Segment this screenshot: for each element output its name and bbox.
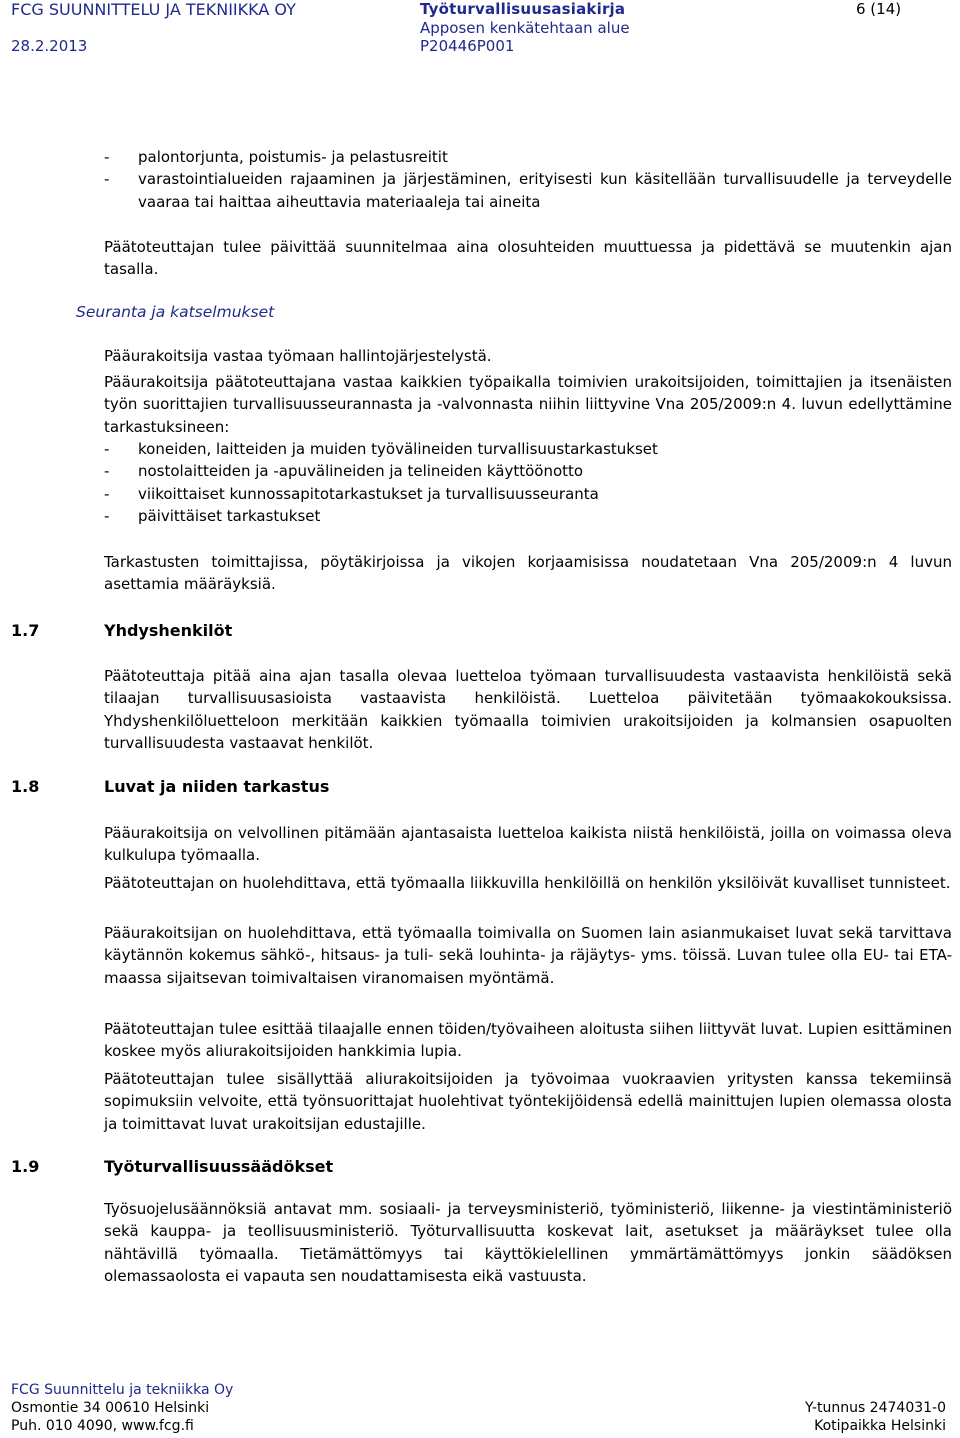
paragraph-luvat-2: Päätoteuttajan on huolehdittava, että työmaalla liikkuvilla henkilöillä on henkilön yksilöivät kuvalliset tunnisteet. bbox=[104, 874, 951, 892]
paragraph-luvat-3: Pääurakoitsijan on huolehdittava, että työmaalla toimivalla on Suomen lain asianmukaiset luvat sekä tarvittava käytännön kokemus sähkö-, hitsaus- ja tuli- sekä louhinta- ja räjäytys- yms. töissä. Luvan tulee olla EU- tai ETA-maassa sijaitsevan toimivaltaisen viranomaisen myöntämä. bbox=[104, 924, 952, 987]
list-item: - nostolaitteiden ja -apuvälineiden ja telineiden käyttöönotto bbox=[104, 462, 584, 481]
paragraph-seuranta-3: Tarkastusten toimittajissa, pöytäkirjoissa ja vikojen korjaamisissa noudatetaan Vna 205/2009:n 4 luvun asettamia määräyksiä. bbox=[104, 553, 952, 594]
header-company: FCG SUUNNITTELU JA TEKNIIKKA OY bbox=[11, 0, 296, 19]
paragraph-seuranta-1: Pääurakoitsija vastaa työmaan hallintojärjestelystä. bbox=[104, 347, 492, 365]
header-subtitle: Apposen kenkätehtaan alue bbox=[420, 19, 630, 37]
footer-address: Osmontie 34 00610 Helsinki bbox=[11, 1400, 210, 1416]
page-header bbox=[0, 0, 960, 56]
paragraph-luvat-5: Päätoteuttajan tulee sisällyttää aliurakoitsijoiden ja työvoimaa vuokraavien yritysten kanssa tekemiinsä sopimuksiin velvoite, että työnsuorittajat huolehtivat työntekijöidensä edellä mainittujen lupien olemassa olosta ja toimittavat luvat urakoitsijan edustajille. bbox=[104, 1070, 952, 1133]
list-item: - palontorjunta, poistumis- ja pelastusreitit bbox=[104, 148, 448, 166]
list-item: - viikoittaiset kunnossapitotarkastukset ja turvallisuusseuranta bbox=[104, 484, 599, 503]
paragraph-luvat-4: Päätoteuttajan tulee esittää tilaajalle ennen töiden/työvaiheen aloitusta siihen liittyvät luvat. Lupien esittäminen koskee myös aliurakoitsijoiden hankkimia lupia. bbox=[104, 1020, 952, 1061]
header-date: 28.2.2013 bbox=[11, 37, 88, 55]
section-title: Yhdyshenkilöt bbox=[104, 621, 233, 640]
footer-company: FCG Suunnittelu ja tekniikka Oy bbox=[11, 1382, 234, 1398]
section-number: 1.9 bbox=[11, 1157, 40, 1176]
paragraph-update: Päätoteuttajan tulee päivittää suunnitelmaa aina olosuhteiden muuttuessa ja pidettävä se muutenkin ajan tasalla. bbox=[104, 238, 952, 279]
footer-contact: Puh. 010 4090, www.fcg.fi bbox=[11, 1418, 194, 1434]
section-number: 1.8 bbox=[11, 777, 40, 796]
footer-business-id: Y-tunnus 2474031-0 bbox=[805, 1400, 946, 1416]
paragraph-saadokset: Työsuojelusäännöksiä antavat mm. sosiaali- ja terveysministeriö, työministeriö, liikenne- ja viestintäministeriö sekä kauppa- ja teollisuusministeriö. Työturvallisuutta koskevat lait, asetukset ja määräykset tulee olla nähtävillä työmaalla. Tietämättömyys tai käyttökielellinen ymmärtämättömyys jonkin säädöksen olemassaolosta ei vapauta sen noudattamisesta eikä vastuusta. bbox=[104, 1200, 952, 1286]
subheading-seuranta: Seuranta ja katselmukset bbox=[76, 303, 275, 321]
seuranta-bullet-list bbox=[104, 438, 952, 528]
section-number: 1.7 bbox=[11, 621, 40, 640]
header-project: P20446P001 bbox=[420, 37, 515, 55]
intro-bullet-list bbox=[104, 146, 952, 213]
list-item: - koneiden, laitteiden ja muiden työvälineiden turvallisuustarkastukset bbox=[104, 440, 658, 458]
paragraph-luvat-1: Pääurakoitsija on velvollinen pitämään ajantasaista luetteloa kaikista niistä henkilöistä, joilla on voimassa oleva kulkulupa työmaalla. bbox=[104, 824, 952, 865]
paragraph-seuranta-2: Pääurakoitsija päätoteuttajana vastaa kaikkien työpaikalla toimivien urakoitsijoiden, toimittajien ja itsenäisten työn suorittajien turvallisuusseurannasta ja -valvonnasta niihin liittyvine Vna 205/2009:n 4. luvun edellyttämine tarkastuksineen: bbox=[104, 373, 952, 436]
header-doc-title: Työturvallisuusasiakirja bbox=[420, 0, 626, 18]
section-title: Luvat ja niiden tarkastus bbox=[104, 777, 330, 796]
footer-domicile: Kotipaikka Helsinki bbox=[814, 1418, 946, 1434]
list-item: - päivittäiset tarkastukset bbox=[104, 507, 321, 526]
paragraph-yhdyshenkilot: Päätoteuttaja pitää aina ajan tasalla olevaa luetteloa työmaan turvallisuudesta vastaavista henkilöistä sekä tilaajan turvallisuusasioista vastaavista henkilöistä. Luetteloa päivitetään työmaakokouksissa. Yhdyshenkilöluetteloon merkitään kaikkien työmaalla toimivien urakoitsijoiden ja kolmansien osapuolten turvallisuudesta vastaavat henkilöt. bbox=[104, 667, 952, 753]
list-item: - varastointialueiden rajaaminen ja järjestäminen, erityisesti kun käsitellään turvallisuudelle ja terveydelle vaaraa tai haittaa aiheuttavia materiaaleja tai aineita bbox=[104, 170, 952, 211]
section-title: Työturvallisuussäädökset bbox=[104, 1157, 334, 1176]
header-page-number: 6 (14) bbox=[856, 0, 902, 18]
page-footer bbox=[0, 1382, 960, 1438]
